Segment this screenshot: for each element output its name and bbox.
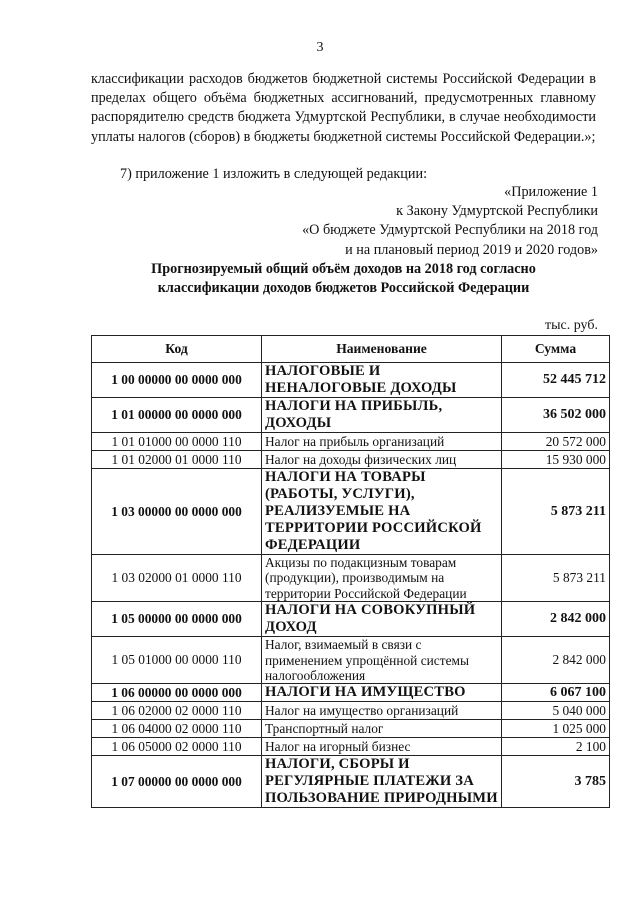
name-cell: НАЛОГИ, СБОРЫ И РЕГУЛЯРНЫЕ ПЛАТЕЖИ ЗА ПОЛЬЗОВАНИЕ ПРИРОДНЫМИ (262, 756, 502, 808)
appendix-line: «О бюджете Удмуртской Республики на 2018 год (302, 222, 598, 239)
income-table (91, 335, 610, 808)
page-number: 3 (316, 40, 324, 55)
code-cell: 1 06 00000 00 0000 000 (92, 684, 262, 702)
table-title (91, 260, 596, 299)
sum-cell: 36 502 000 (502, 398, 610, 433)
table-row (92, 637, 610, 684)
code-cell: 1 05 01000 00 0000 110 (92, 637, 262, 684)
body-paragraph (91, 70, 596, 147)
header-sum: Сумма (502, 336, 610, 363)
code-cell: 1 06 05000 02 0000 110 (92, 738, 262, 756)
units-label: тыс. руб. (545, 318, 598, 333)
header-name: Наименование (262, 336, 502, 363)
table-row (92, 469, 610, 555)
appendix-header (302, 183, 598, 260)
name-cell: НАЛОГИ НА ПРИБЫЛЬ, ДОХОДЫ (262, 398, 502, 433)
paragraph-line: бюджетной системы Российской Федерации.»; (313, 128, 596, 145)
table-row (92, 555, 610, 602)
code-cell: 1 00 00000 00 0000 000 (92, 363, 262, 398)
table-row (92, 738, 610, 756)
name-cell: Налог на имущество организаций (262, 702, 502, 720)
name-cell: НАЛОГОВЫЕ И НЕНАЛОГОВЫЕ ДОХОДЫ (262, 363, 502, 398)
paragraph-line: Республики, в случае необходимости уплаты налогов (сборов) в бюджеты (91, 109, 597, 145)
paragraph-line: предусмотренных главному распорядителю средств бюджета Удмуртской (91, 90, 597, 126)
sum-cell: 20 572 000 (502, 433, 610, 451)
table-row (92, 720, 610, 738)
name-cell: Налог на прибыль организаций (262, 433, 502, 451)
code-cell: 1 03 00000 00 0000 000 (92, 469, 262, 555)
table-row (92, 602, 610, 637)
paragraph-line: Федерации в пределах общего объёма бюджетных ассигнований, (91, 71, 597, 107)
code-cell: 1 01 01000 00 0000 110 (92, 433, 262, 451)
appendix-line: и на плановый период 2019 и 2020 годов» (345, 241, 598, 258)
table-body (92, 363, 610, 808)
name-cell: Налог на доходы физических лиц (262, 451, 502, 469)
paragraph-line: классификации расходов бюджетов бюджетной системы Российской (91, 71, 513, 87)
sum-cell: 5 040 000 (502, 702, 610, 720)
name-cell: Транспортный налог (262, 720, 502, 738)
table-header-row (92, 336, 610, 363)
amendment-item: 7) приложение 1 изложить в следующей редакции: (120, 166, 428, 182)
sum-cell: 2 842 000 (502, 637, 610, 684)
table-row (92, 398, 610, 433)
table-row (92, 756, 610, 808)
sum-cell: 3 785 (502, 756, 610, 808)
name-cell: НАЛОГИ НА СОВОКУПНЫЙ ДОХОД (262, 602, 502, 637)
sum-cell: 1 025 000 (502, 720, 610, 738)
table-row (92, 363, 610, 398)
title-line: Прогнозируемый общий объём доходов на 2018 год согласно (151, 261, 536, 277)
name-cell: Акцизы по подакцизным товарам (продукции), производимым на территории Российской Федерации (262, 555, 502, 602)
table-row (92, 702, 610, 720)
sum-cell: 5 873 211 (502, 469, 610, 555)
code-cell: 1 01 00000 00 0000 000 (92, 398, 262, 433)
code-cell: 1 05 00000 00 0000 000 (92, 602, 262, 637)
table-row (92, 451, 610, 469)
sum-cell: 2 100 (502, 738, 610, 756)
code-cell: 1 03 02000 01 0000 110 (92, 555, 262, 602)
name-cell: НАЛОГИ НА ИМУЩЕСТВО (262, 684, 502, 702)
appendix-line: «Приложение 1 (504, 184, 598, 200)
title-line: классификации доходов бюджетов Российской Федерации (157, 280, 530, 297)
table-row (92, 433, 610, 451)
name-cell: НАЛОГИ НА ТОВАРЫ (РАБОТЫ, УСЛУГИ), РЕАЛИЗУЕМЫЕ НА ТЕРРИТОРИИ РОССИЙСКОЙ ФЕДЕРАЦИИ (262, 469, 502, 555)
code-cell: 1 01 02000 01 0000 110 (92, 451, 262, 469)
header-code: Код (92, 336, 262, 363)
code-cell: 1 07 00000 00 0000 000 (92, 756, 262, 808)
sum-cell: 6 067 100 (502, 684, 610, 702)
appendix-line: к Закону Удмуртской Республики (396, 203, 598, 220)
name-cell: Налог, взимаемый в связи с применением упрощённой системы налогообложения (262, 637, 502, 684)
sum-cell: 15 930 000 (502, 451, 610, 469)
sum-cell: 52 445 712 (502, 363, 610, 398)
code-cell: 1 06 04000 02 0000 110 (92, 720, 262, 738)
code-cell: 1 06 02000 02 0000 110 (92, 702, 262, 720)
name-cell: Налог на игорный бизнес (262, 738, 502, 756)
sum-cell: 5 873 211 (502, 555, 610, 602)
sum-cell: 2 842 000 (502, 602, 610, 637)
table-row (92, 684, 610, 702)
